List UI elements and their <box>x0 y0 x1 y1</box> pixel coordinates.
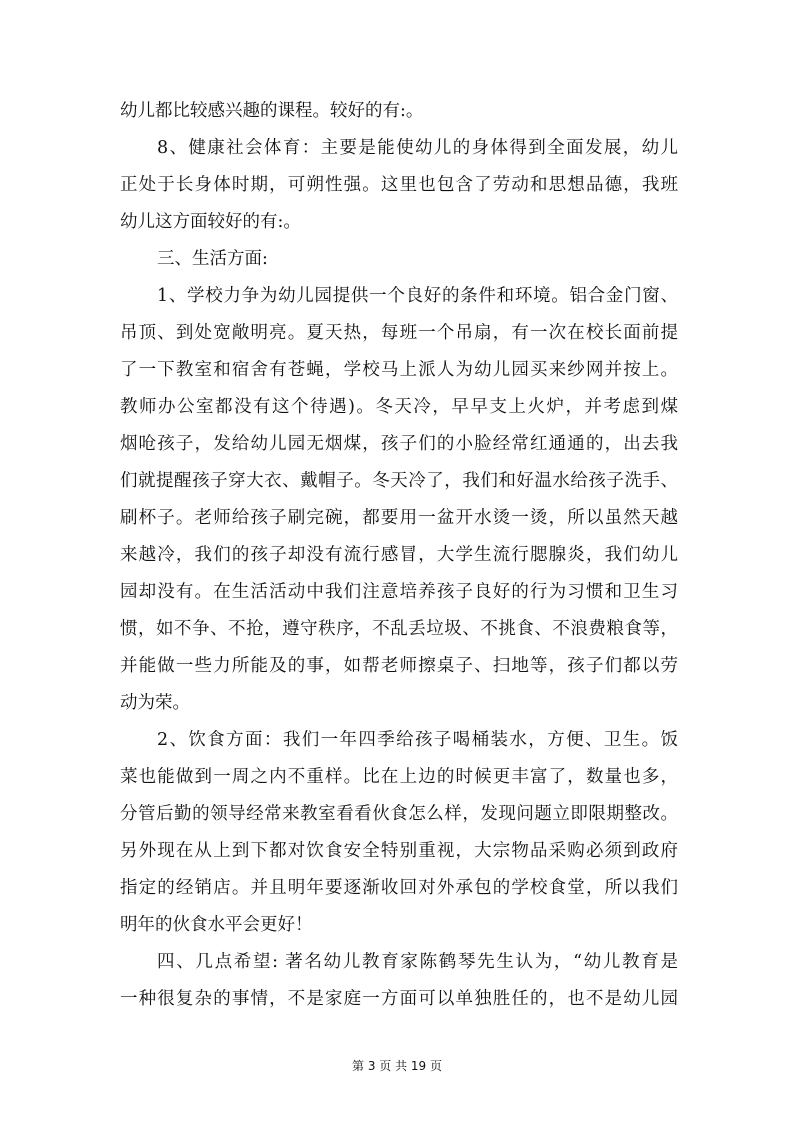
text-line: 了一下教室和宿舍有苍蝇，学校马上派人为幼儿园买来纱网并按上。 <box>120 360 678 380</box>
text-line: 并能做一些力所能及的事，如帮老师擦桌子、扫地等，孩子们都以劳 <box>120 656 678 676</box>
page-footer: 第 3 页 共 19 页 <box>352 1059 442 1073</box>
document-body <box>120 93 678 1018</box>
text-line: 另外现在从上到下都对饮食安全特别重视，大宗物品采购必须到政府 <box>120 841 678 861</box>
section-heading: 四、几点希望: 著名幼儿教育家陈鹤琴先生认为，“幼儿教育是 <box>157 952 678 972</box>
text-line: 烟呛孩子，发给幼儿园无烟煤，孩子们的小脸经常红通通的，出去我 <box>120 434 678 454</box>
text-line: 8、健康社会体育：主要是能使幼儿的身体得到全面发展，幼儿 <box>157 138 678 158</box>
text-line: 明年的伙食水平会更好！ <box>120 915 313 935</box>
text-line: 来越冷，我们的孩子却没有流行感冒，大学生流行腮腺炎，我们幼儿 <box>120 545 678 565</box>
text-line: 们就提醒孩子穿大衣、戴帽子。冬天冷了，我们和好温水给孩子洗手、 <box>120 471 678 491</box>
text-line: 幼儿都比较感兴趣的课程。较好的有:。 <box>120 101 424 121</box>
text-line: 菜也能做到一周之内不重样。比在上边的时候更丰富了，数量也多， <box>120 767 678 787</box>
text-line: 刷杯子。老师给孩子刷完碗，都要用一盆开水烫一烫，所以虽然天越 <box>120 508 678 528</box>
text-line: 惯，如不争、不抢，遵守秩序，不乱丢垃圾、不挑食、不浪费粮食等， <box>120 619 678 639</box>
text-line: 正处于长身体时期，可朔性强。这里也包含了劳动和思想品德，我班 <box>120 175 678 195</box>
section-heading: 三、生活方面: <box>157 249 268 269</box>
text-line: 幼儿这方面较好的有:。 <box>120 212 301 232</box>
text-line: 一种很复杂的事情，不是家庭一方面可以单独胜任的，也不是幼儿园 <box>120 989 678 1009</box>
text-line: 吊顶、到处宽敞明亮。夏天热，每班一个吊扇，有一次在校长面前提 <box>120 323 678 343</box>
text-line: 教师办公室都没有这个待遇)。冬天冷，早早支上火炉，并考虑到煤 <box>120 397 678 417</box>
text-line: 1、学校力争为幼儿园提供一个良好的条件和环境。铝合金门窗、 <box>157 286 678 306</box>
text-line: 指定的经销店。并且明年要逐渐收回对外承包的学校食堂，所以我们 <box>120 878 678 898</box>
text-line: 2、饮食方面：我们一年四季给孩子喝桶装水，方便、卫生。饭 <box>157 730 678 750</box>
text-line: 分管后勤的领导经常来教室看看伙食怎么样，发现问题立即限期整改。 <box>120 804 678 824</box>
text-line: 园却没有。在生活活动中我们注意培养孩子良好的行为习惯和卫生习 <box>120 582 678 602</box>
text-line: 动为荣。 <box>120 693 190 713</box>
